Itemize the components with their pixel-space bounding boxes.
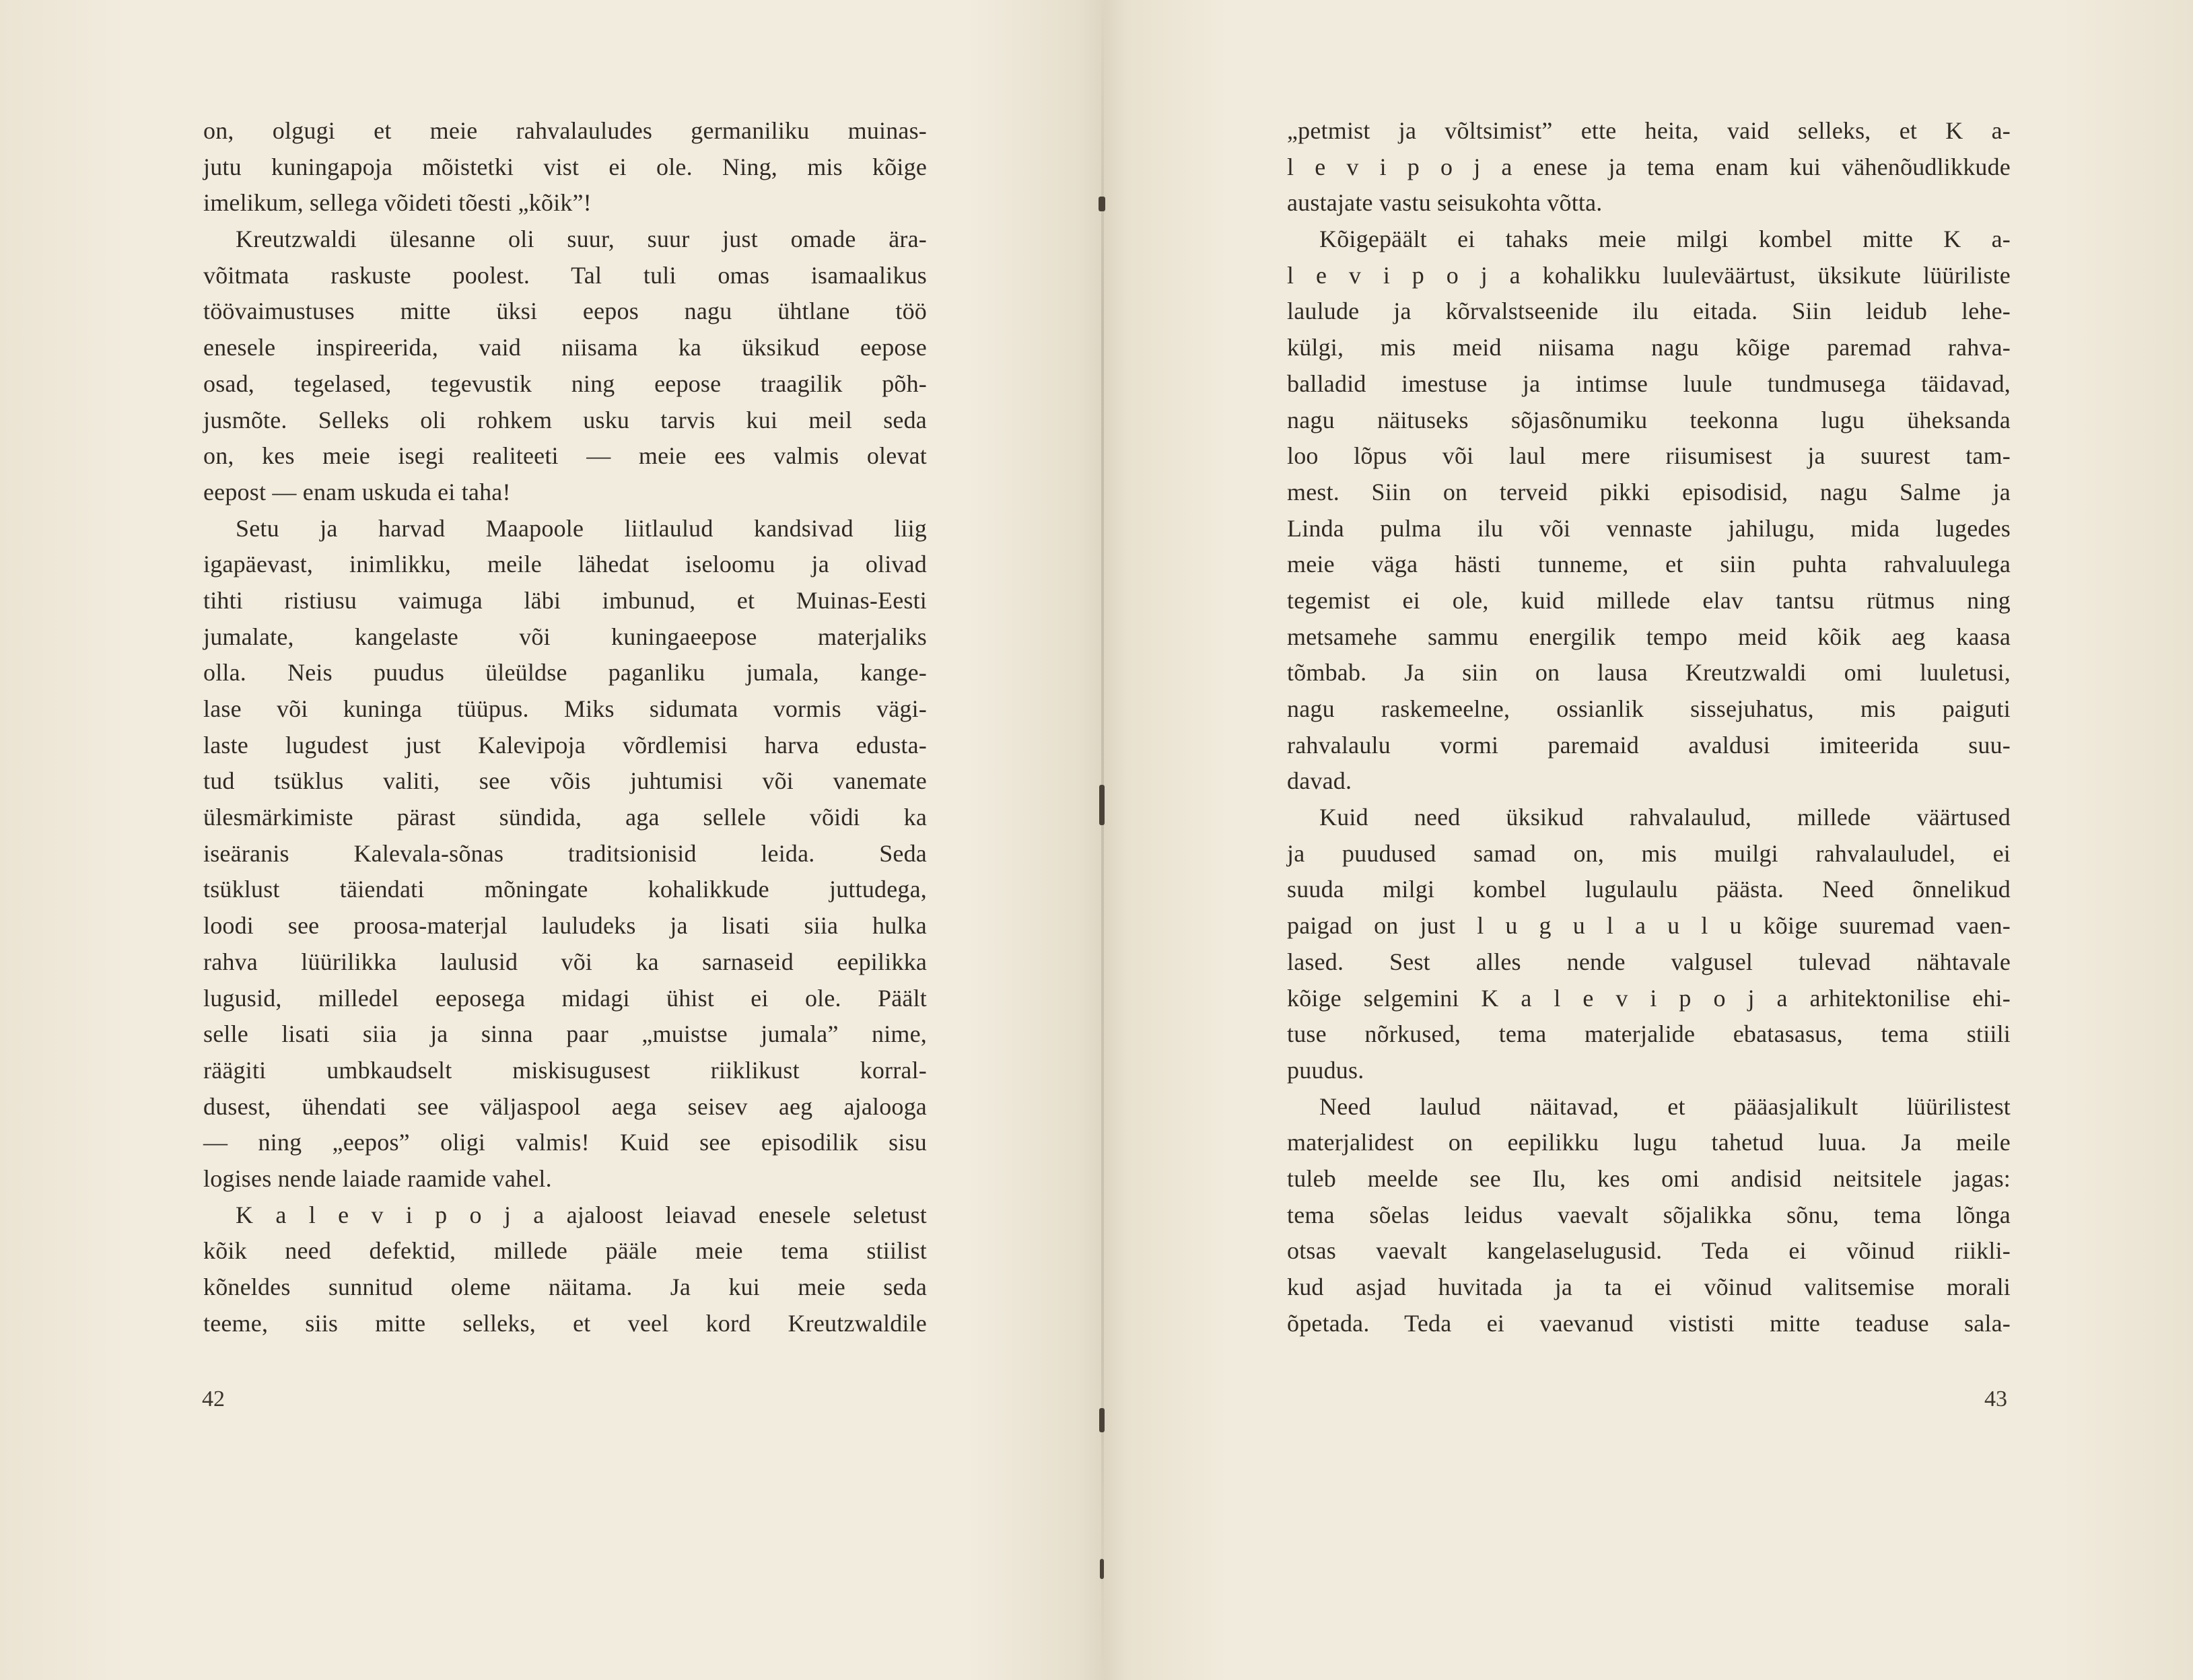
- text-line: metsamehe sammu energilik tempo meid kõik aeg kaasa: [1287, 623, 2011, 650]
- text-line: enesele inspireerida, vaid niisama ka üksikud eepose: [203, 334, 927, 361]
- text-line: austajate vastu seisukohta võtta.: [1287, 189, 1603, 217]
- text-line: nagu näituseks sõjasõnumiku teekonna lugu üheksanda: [1287, 406, 2011, 433]
- text-line: tihti ristiusu vaimuga läbi imbunud, et Muinas-Eesti: [203, 586, 927, 614]
- text-line: ülesmärkimiste pärast sündida, aga sellele võidi ka: [203, 804, 927, 831]
- text-line: balladid imestuse ja intimse luule tundmusega täidavad,: [1287, 370, 2011, 397]
- text-line: ja puudused samad on, mis muilgi rahvalauludel, ei: [1287, 839, 2011, 867]
- text-line: on, olgugi et meie rahvalauludes germaniliku muinas-: [203, 117, 927, 144]
- text-line: jutu kuningapoja mõistetki vist ei ole. Ning, mis kõige: [203, 153, 927, 180]
- text-line: logises nende laiade raamide vahel.: [203, 1164, 552, 1192]
- text-line: on, kes meie isegi realiteeti — meie ees valmis olevat: [203, 442, 927, 470]
- text-line: mest. Siin on terveid pikki episodisid, nagu Salme ja: [1287, 478, 2011, 505]
- text-line: olla. Neis puudus üleüldse paganliku jumala, kange-: [203, 659, 927, 687]
- binding-stitch: [1099, 1408, 1105, 1432]
- text-line: töövaimustuses mitte üksi eepos nagu ühtlane töö: [203, 298, 927, 325]
- right-page-text: [1287, 113, 2011, 1341]
- text-line: teeme, siis mitte selleks, et veel kord Kreutzwaldile: [203, 1309, 927, 1337]
- text-line: tuleb meelde see Ilu, kes omi andisid neitsitele jagas:: [1287, 1164, 2011, 1192]
- text-line: davad.: [1287, 767, 1352, 795]
- text-line: nagu raskemeelne, ossianlik sissejuhatus, mis paiguti: [1287, 695, 2011, 722]
- text-line: l e v i p o j a kohalikku luuleväärtust, üksikute lüüriliste: [1287, 261, 2011, 289]
- text-line: igapäevast, inimlikku, meile lähedat iseloomu ja olivad: [203, 551, 927, 578]
- text-line: loodi see proosa-materjal lauludeks ja lisati siia hulka: [203, 912, 927, 940]
- text-line: räägiti umbkaudselt miskisugusest riiklikust korral-: [203, 1056, 927, 1084]
- text-line: suuda milgi kombel lugulaulu päästa. Need õnnelikud: [1287, 876, 2011, 903]
- left-page-text: [203, 113, 927, 1341]
- right-page-number: 43: [1984, 1387, 2007, 1411]
- text-line: „petmist ja võltsimist” ette heita, vaid selleks, et K a-: [1287, 117, 2011, 144]
- text-line: laste lugudest just Kalevipoja võrdlemisi harva edusta-: [203, 731, 927, 759]
- binding-stitch: [1099, 197, 1105, 211]
- text-line: meie väga hästi tunneme, et siin puhta rahvaluulega: [1287, 551, 2011, 578]
- text-line: lased. Sest alles nende valgusel tulevad nähtavale: [1287, 948, 2011, 975]
- text-line: iseäranis Kalevala-sõnas traditsionisid leida. Seda: [203, 839, 927, 867]
- text-line: jusmõte. Selleks oli rohkem usku tarvis kui meil seda: [203, 406, 927, 433]
- text-line: tud tsüklus valiti, see võis juhtumisi või vanemate: [203, 767, 927, 795]
- text-line: Linda pulma ilu või vennaste jahilugu, mida lugedes: [1287, 514, 2011, 542]
- text-line: loo lõpus või laul mere riisumisest ja suurest tam-: [1287, 442, 2011, 470]
- text-line: eepost — enam uskuda ei taha!: [203, 478, 511, 505]
- text-line: kõige selgemini K a l e v i p o j a arhitektonilise ehi-: [1287, 984, 2011, 1012]
- binding-stitch: [1099, 785, 1105, 825]
- text-line: paigad on just l u g u l a u l u kõige suuremad vaen-: [1287, 912, 2011, 940]
- text-line: tema sõelas leidus vaevalt sõjalikka sõnu, tema lõnga: [1287, 1201, 2011, 1228]
- text-line: Need laulud näitavad, et pääasjalikult lüürilistest: [1319, 1092, 2011, 1120]
- text-line: võitmata raskuste poolest. Tal tuli omas isamaalikus: [203, 261, 927, 289]
- text-line: puudus.: [1287, 1056, 1364, 1084]
- text-line: õpetada. Teda ei vaevanud vististi mitte teaduse sala-: [1287, 1309, 2011, 1337]
- text-line: otsas vaevalt kangelaselugusid. Teda ei võinud riikli-: [1287, 1237, 2011, 1265]
- text-line: lase või kuninga tüüpus. Miks sidumata vormis vägi-: [203, 695, 927, 722]
- text-line: rahva lüürilikka laulusid või ka sarnaseid eepilikka: [203, 948, 927, 975]
- text-line: Kuid need üksikud rahvalaulud, millede väärtused: [1319, 804, 2011, 831]
- text-line: — ning „eepos” oligi valmis! Kuid see episodilik sisu: [203, 1129, 927, 1156]
- text-line: jumalate, kangelaste või kuningaeepose materjaliks: [203, 623, 927, 650]
- text-line: tõmbab. Ja siin on lausa Kreutzwaldi omi luuletusi,: [1287, 659, 2011, 687]
- text-line: K a l e v i p o j a ajaloost leiavad enesele seletust: [236, 1201, 927, 1228]
- text-line: Kreutzwaldi ülesanne oli suur, suur just omade ära-: [236, 225, 927, 253]
- text-line: materjalidest on eepilikku lugu tahetud luua. Ja meile: [1287, 1129, 2011, 1156]
- text-line: Kõigepäält ei tahaks meie milgi kombel mitte K a-: [1319, 225, 2011, 253]
- text-line: dusest, ühendati see väljaspool aega seisev aeg ajalooga: [203, 1092, 927, 1120]
- text-line: l e v i p o j a enese ja tema enam kui vähenõudlikkude: [1287, 153, 2011, 180]
- text-line: Setu ja harvad Maapoole liitlaulud kandsivad liig: [236, 514, 927, 542]
- binding-stitch: [1100, 1559, 1104, 1579]
- text-line: kõneldes sunnitud oleme näitama. Ja kui meie seda: [203, 1273, 927, 1300]
- text-line: tsüklust täiendati mõningate kohalikkude juttudega,: [203, 876, 927, 903]
- text-line: külgi, mis meid niisama nagu kõige paremad rahva-: [1287, 334, 2011, 361]
- left-page-number: 42: [202, 1387, 225, 1411]
- text-line: kõik need defektid, millede pääle meie tema stiilist: [203, 1237, 927, 1265]
- text-line: tuse nõrkused, tema materjalide ebatasasus, tema stiili: [1287, 1020, 2011, 1048]
- text-line: laulude ja kõrvalstseenide ilu eitada. Siin leidub lehe-: [1287, 298, 2011, 325]
- text-line: lugusid, milledel eeposega midagi ühist ei ole. Päält: [203, 984, 927, 1012]
- text-line: imelikum, sellega võideti tõesti „kõik”!: [203, 189, 592, 217]
- text-line: rahvalaulu vormi paremaid avaldusi imiteerida suu-: [1287, 731, 2011, 759]
- text-line: kud asjad huvitada ja ta ei võinud valitsemise morali: [1287, 1273, 2011, 1300]
- text-line: selle lisati siia ja sinna paar „muistse jumala” nime,: [203, 1020, 927, 1048]
- text-line: tegemist ei ole, kuid millede elav tantsu rütmus ning: [1287, 586, 2011, 614]
- text-line: osad, tegelased, tegevustik ning eepose traagilik põh-: [203, 370, 927, 397]
